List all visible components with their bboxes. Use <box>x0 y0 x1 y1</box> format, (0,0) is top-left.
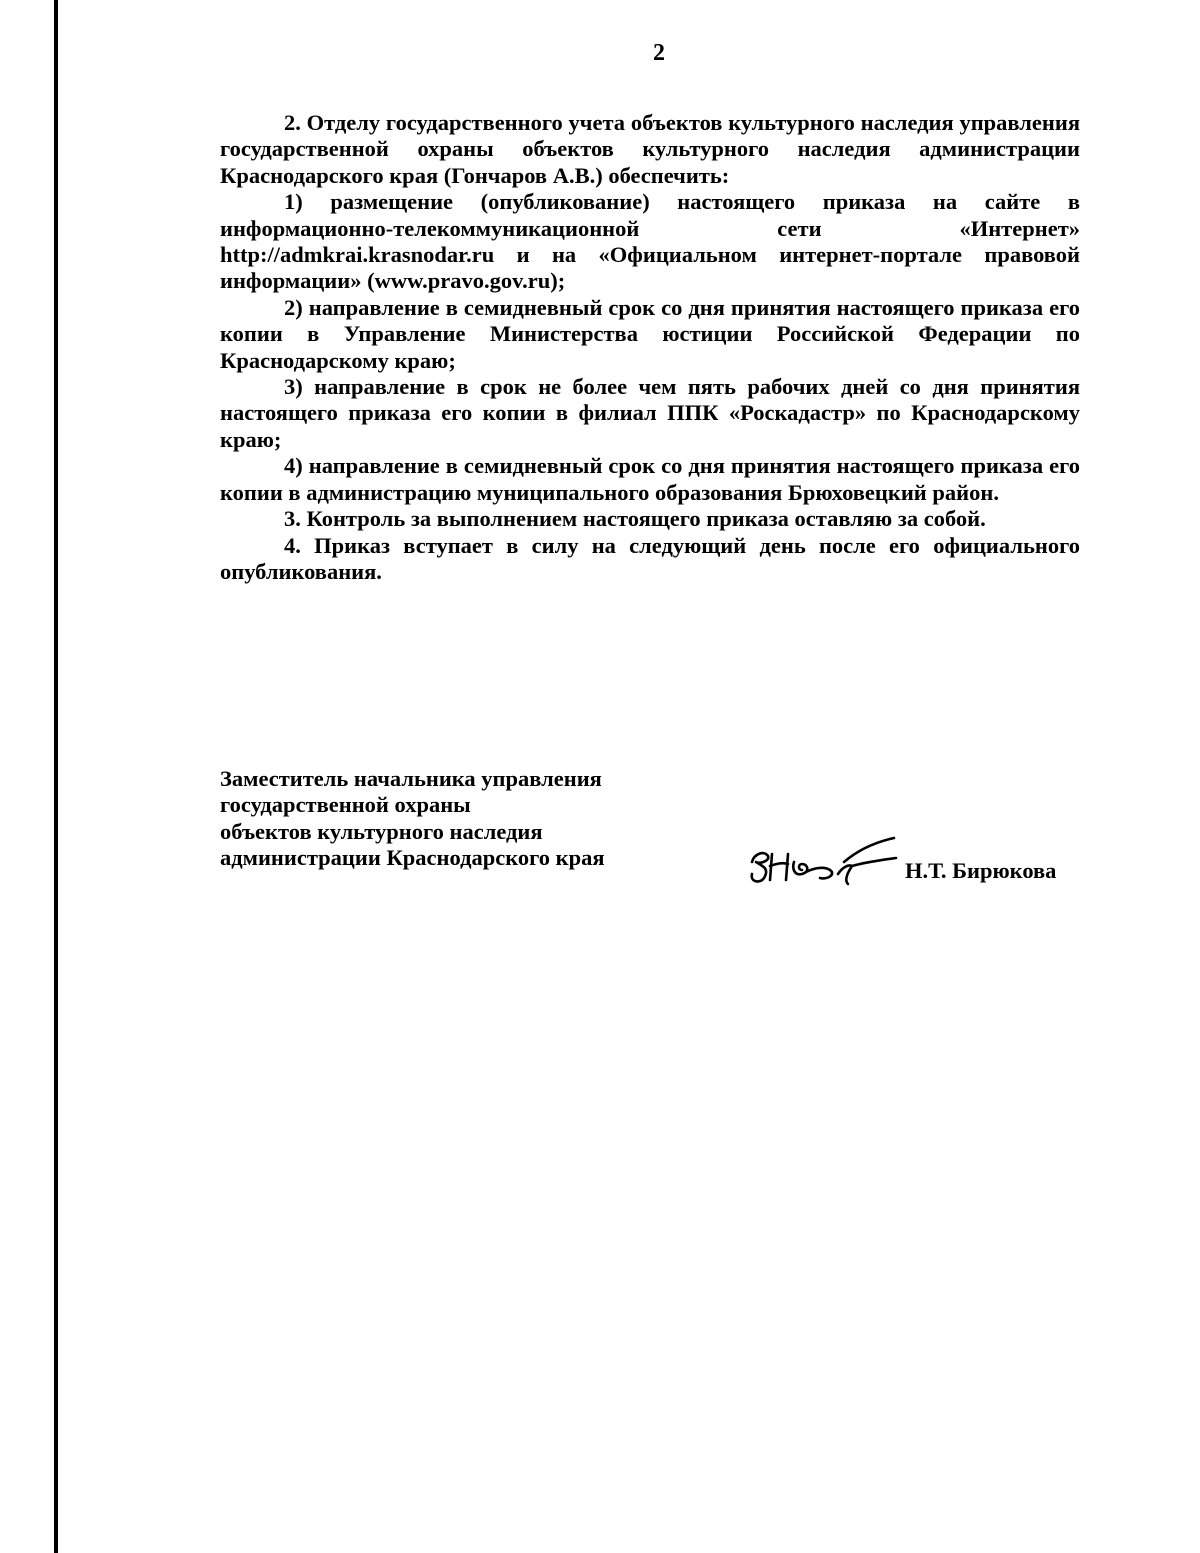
paragraph-subitem-4: 4) направление в семидневный срок со дня принятия настоящего приказа его копии в администрацию муниципального образования Брюховецкий район. <box>220 453 1080 505</box>
signatory-position-line: государственной охраны <box>220 792 471 818</box>
signatory-position-line: Заместитель начальника управления <box>220 766 602 791</box>
paragraph-subitem-1: 1) размещение (опубликование) настоящего приказа на сайте в информационно-телекоммуникационной сети «Интернет» http://admkrai.krasnodar.ru и на «Официальном интернет-портале правовой информации» (www.pravo.gov.ru); <box>220 189 1080 294</box>
document-body <box>220 110 1080 585</box>
paragraph-item-4: 4. Приказ вступает в силу на следующий день после его официального опубликования. <box>220 532 1080 584</box>
paragraph-subitem-3: 3) направление в срок не более чем пять рабочих дней со дня принятия настоящего приказа его копии в филиал ППК «Роскадастр» по Краснодарскому краю; <box>220 374 1080 452</box>
paragraph-subitem-2: 2) направление в семидневный срок со дня принятия настоящего приказа его копии в Управление Министерства юстиции Российской Федерации по Краснодарскому краю; <box>220 294 1080 373</box>
signatory-position-line: объектов культурного наследия <box>220 818 543 844</box>
signatory-position-line: администрации Краснодарского края <box>220 845 605 871</box>
handwritten-signature <box>748 828 898 892</box>
page-number: 2 <box>653 40 665 66</box>
paragraph-item-2: 2. Отделу государственного учета объектов культурного наследия управления государственной охраны объектов культурного наследия администрации Краснодарского края (Гончаров А.В.) обеспечить: <box>220 110 1080 188</box>
page-left-edge-line <box>54 0 58 1553</box>
signatory-name: Н.Т. Бирюкова <box>905 858 1057 883</box>
paragraph-item-3: 3. Контроль за выполнением настоящего приказа оставляю за собой. <box>284 506 986 532</box>
signatory-position <box>220 766 605 872</box>
